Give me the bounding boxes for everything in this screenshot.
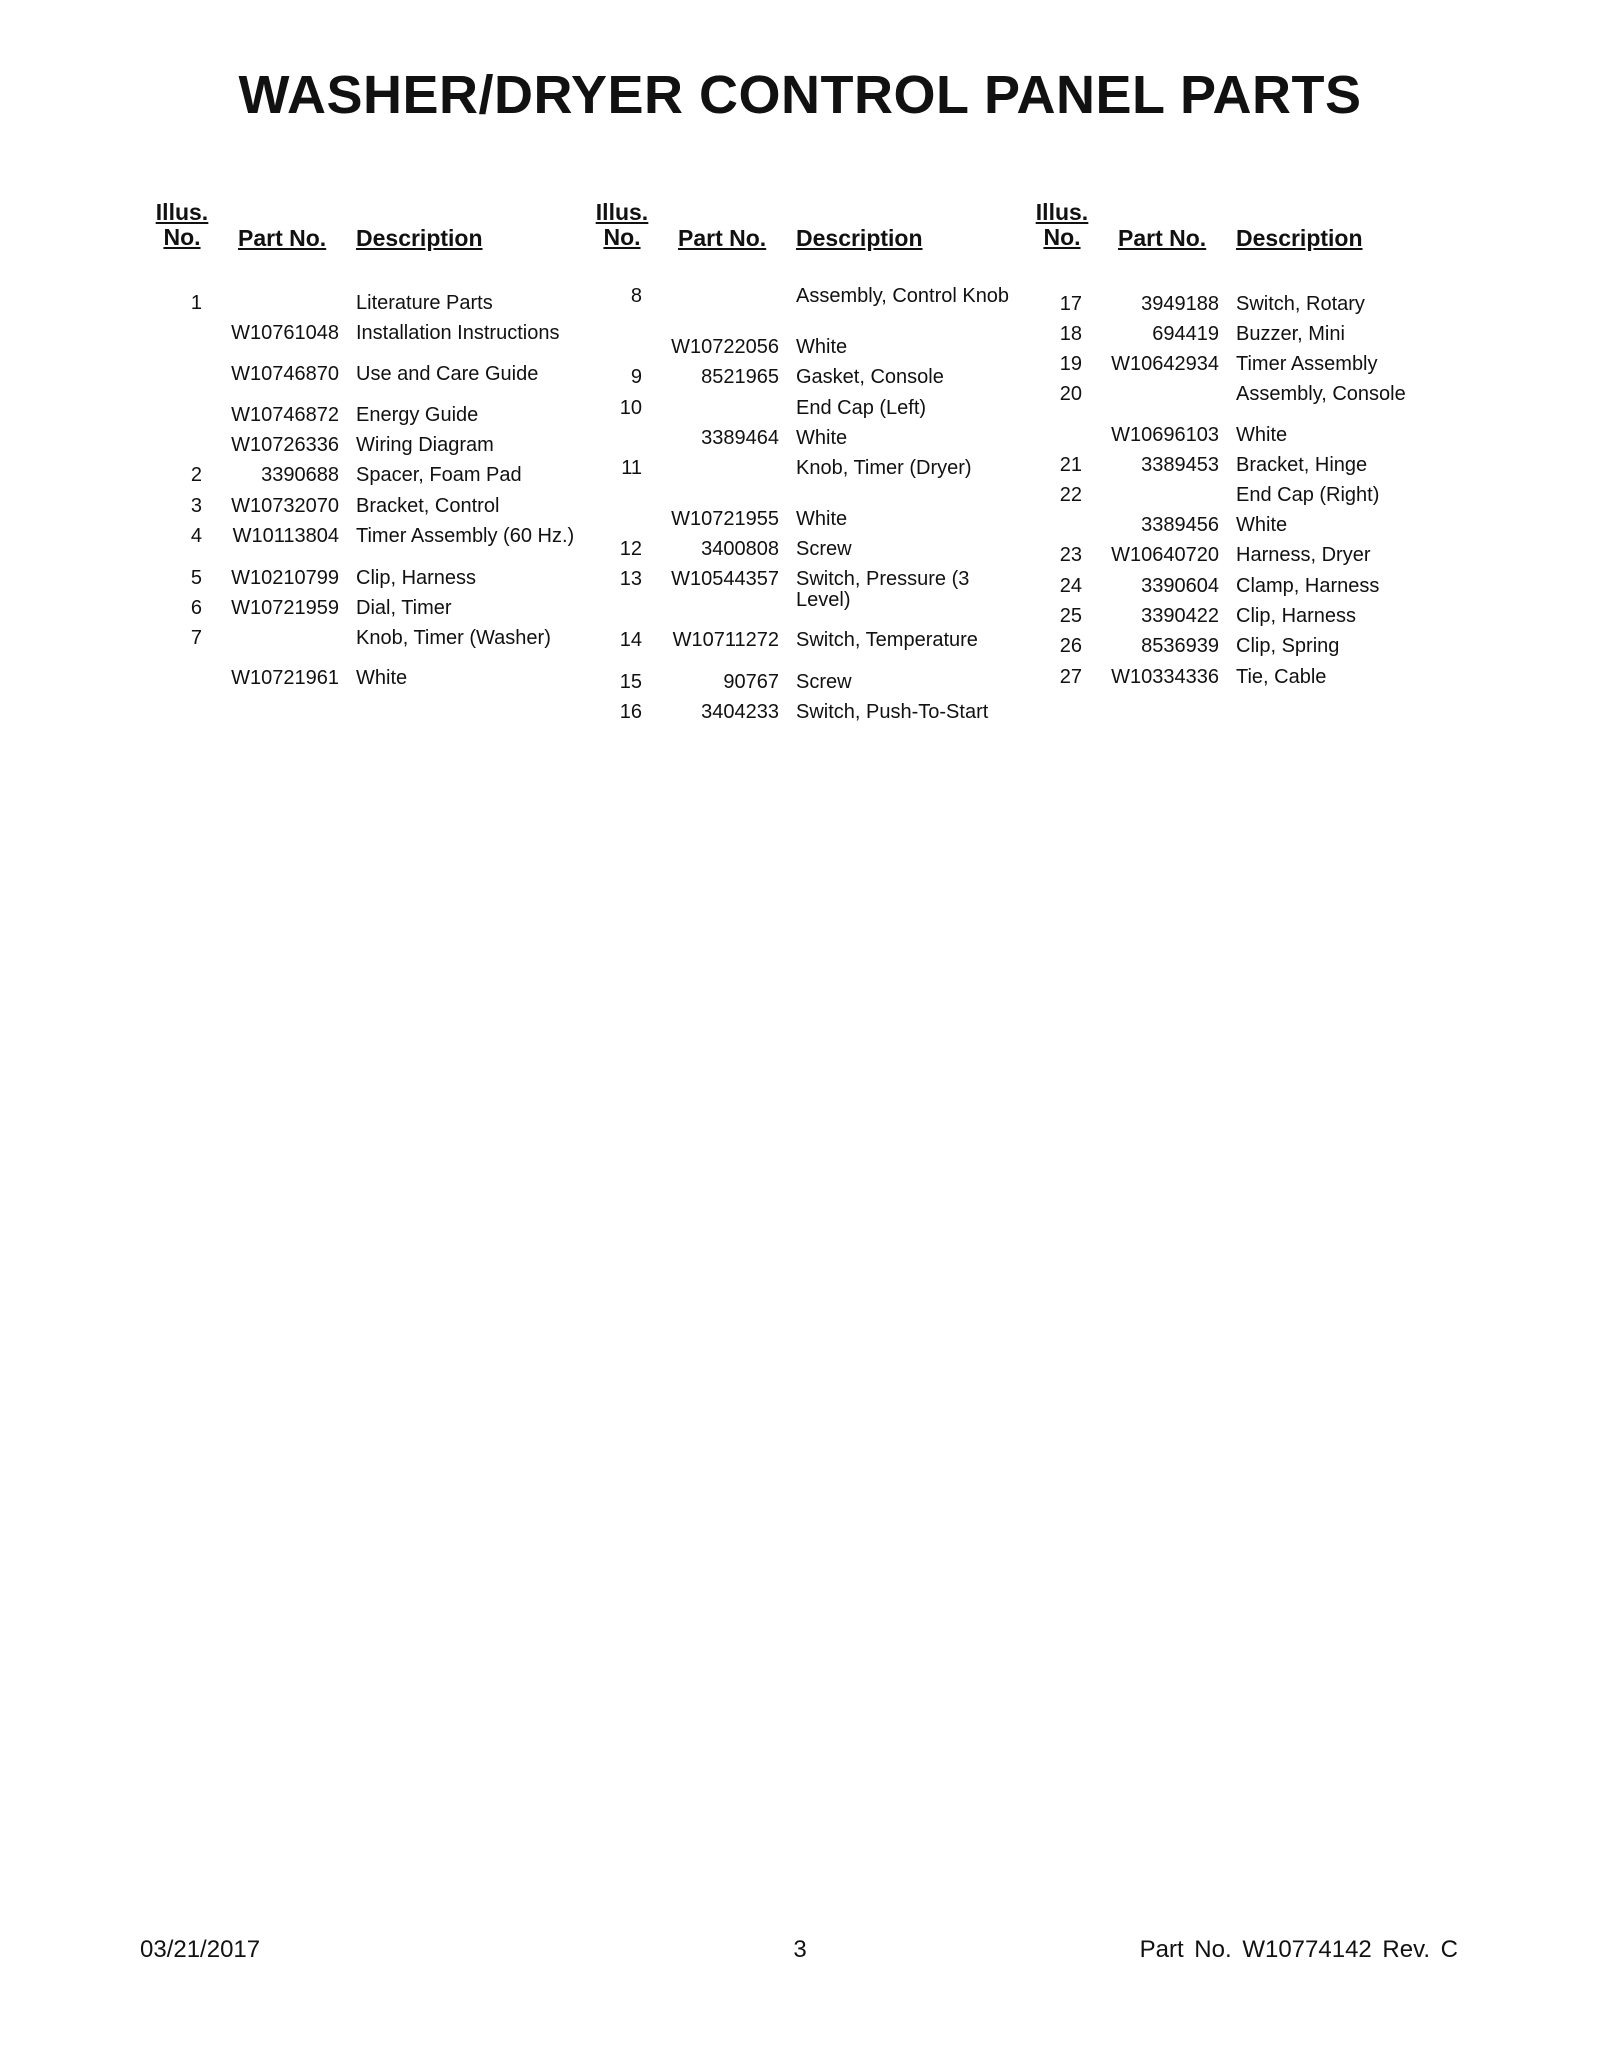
parts-column-3 [1030,199,1460,688]
description-cell: Buzzer, Mini [1236,323,1345,345]
description-cell: End Cap (Left) [796,397,927,419]
header-part-no: Part No. [678,225,767,251]
description-cell: Assembly, Control Knob [796,285,1010,307]
part-no-cell: 3390604 [1141,575,1219,597]
description-cell: Screw [796,538,852,560]
illus-no-cell: 5 [190,567,202,589]
footer-part-number: Part No. W10774142 Rev. C [1139,1936,1458,1963]
part-no-cell: W10721959 [231,597,339,619]
description-cell: Clip, Harness [356,567,477,589]
description-cell: Energy Guide [356,404,479,426]
part-no-cell: 3390422 [1141,605,1219,627]
header-part-no: Part No. [238,225,327,251]
part-no-cell: W10721955 [671,508,779,530]
part-no-cell: W10334336 [1111,666,1219,688]
illus-no-cell: 10 [619,397,642,419]
description-cell: Dial, Timer [356,597,452,619]
description-cell: Switch, Pressure (3 Level) [796,568,970,611]
description-cell: Switch, Push-To-Start [796,701,989,723]
header-description: Description [796,225,923,251]
description-cell: White [1236,514,1288,536]
part-no-cell: 3404233 [701,701,779,723]
part-no-cell: W10746872 [231,404,339,426]
header-description: Description [1236,225,1363,251]
parts-column-2 [590,199,1020,723]
part-no-cell: 3389453 [1141,454,1219,476]
description-cell: Harness, Dryer [1236,544,1371,566]
column-header [1030,200,1460,260]
page-title: WASHER/DRYER CONTROL PANEL PARTS [238,65,1362,125]
part-no-cell: W10642934 [1111,353,1219,375]
part-no-cell: 694419 [1152,323,1219,345]
part-no-cell: W10640720 [1111,544,1219,566]
description-cell: Installation Instructions [356,322,560,344]
part-no-cell: 8521965 [701,366,779,388]
illus-no-cell: 2 [190,464,202,486]
part-no-cell: W10113804 [232,525,339,547]
illus-no-cell: 13 [619,568,642,590]
part-no-cell: W10722056 [671,336,779,358]
illus-no-cell: 18 [1059,323,1082,345]
part-no-cell: 3949188 [1141,293,1219,315]
illus-no-cell: 7 [190,627,202,649]
illus-no-cell: 8 [630,285,642,307]
illus-no-cell: 24 [1059,575,1082,597]
description-cell: Spacer, Foam Pad [356,464,522,486]
part-no-cell: 3390688 [261,464,339,486]
illus-no-cell: 15 [619,671,642,693]
description-cell: White [1236,424,1288,446]
part-no-cell: 3389464 [701,427,779,449]
part-no-cell: W10696103 [1111,424,1219,446]
description-cell: Clip, Spring [1236,635,1340,657]
description-cell: Tie, Cable [1236,666,1327,688]
illus-no-cell: 21 [1059,454,1082,476]
illus-no-cell: 22 [1059,484,1082,506]
part-no-cell: 90767 [723,671,779,693]
column-header [590,200,1020,260]
part-no-cell: W10746870 [231,363,339,385]
description-cell: White [796,508,848,530]
description-cell: Use and Care Guide [356,363,539,385]
description-cell: Bracket, Hinge [1236,454,1368,476]
illus-no-cell: 17 [1059,293,1082,315]
header-illus-no: Illus. No. [155,199,209,250]
description-cell: Switch, Rotary [1236,293,1365,315]
description-cell: White [796,427,848,449]
header-illus-no: Illus. No. [595,199,649,250]
illus-no-cell: 20 [1059,383,1082,405]
description-cell: Literature Parts [356,292,493,314]
header-illus-no: Illus. No. [1035,199,1089,250]
column-header [150,200,580,260]
part-no-cell: 3389456 [1141,514,1219,536]
illus-no-cell: 27 [1059,666,1082,688]
description-cell: Knob, Timer (Dryer) [796,457,972,479]
parts-column-1 [150,199,580,689]
illus-no-cell: 9 [630,366,642,388]
description-cell: Gasket, Console [796,366,944,388]
header-description: Description [356,225,483,251]
description-cell: White [796,336,848,358]
illus-no-cell: 23 [1059,544,1082,566]
illus-no-cell: 11 [621,457,642,479]
description-cell: Clip, Harness [1236,605,1357,627]
part-no-cell: W10726336 [231,434,339,456]
part-no-cell: W10210799 [231,567,339,589]
illus-no-cell: 1 [190,292,202,314]
description-cell: Timer Assembly (60 Hz.) [356,525,575,547]
illus-no-cell: 12 [619,538,642,560]
part-no-cell: W10544357 [671,568,779,590]
footer-date: 03/21/2017 [140,1936,261,1963]
illus-no-cell: 19 [1059,353,1082,375]
description-cell: Assembly, Console [1236,383,1406,405]
illus-no-cell: 4 [190,525,202,547]
description-cell: Bracket, Control [356,495,500,517]
illus-no-cell: 26 [1059,635,1082,657]
part-no-cell: 8536939 [1141,635,1219,657]
part-no-cell: W10721961 [231,667,339,689]
illus-no-cell: 25 [1059,605,1082,627]
description-cell: End Cap (Right) [1236,484,1380,506]
description-cell: Knob, Timer (Washer) [356,627,551,649]
header-part-no: Part No. [1118,225,1207,251]
part-no-cell: W10732070 [231,495,339,517]
part-no-cell: W10761048 [231,322,339,344]
part-no-cell: W10711272 [672,629,779,651]
footer-page-number: 3 [793,1936,807,1963]
illus-no-cell: 14 [619,629,642,651]
part-no-cell: 3400808 [701,538,779,560]
description-cell: Wiring Diagram [356,434,494,456]
description-cell: Timer Assembly [1236,353,1378,375]
description-cell: White [356,667,408,689]
description-cell: Switch, Temperature [796,629,978,651]
illus-no-cell: 3 [190,495,202,517]
illus-no-cell: 16 [619,701,642,723]
illus-no-cell: 6 [190,597,202,619]
description-cell: Clamp, Harness [1236,575,1380,597]
description-cell: Screw [796,671,852,693]
